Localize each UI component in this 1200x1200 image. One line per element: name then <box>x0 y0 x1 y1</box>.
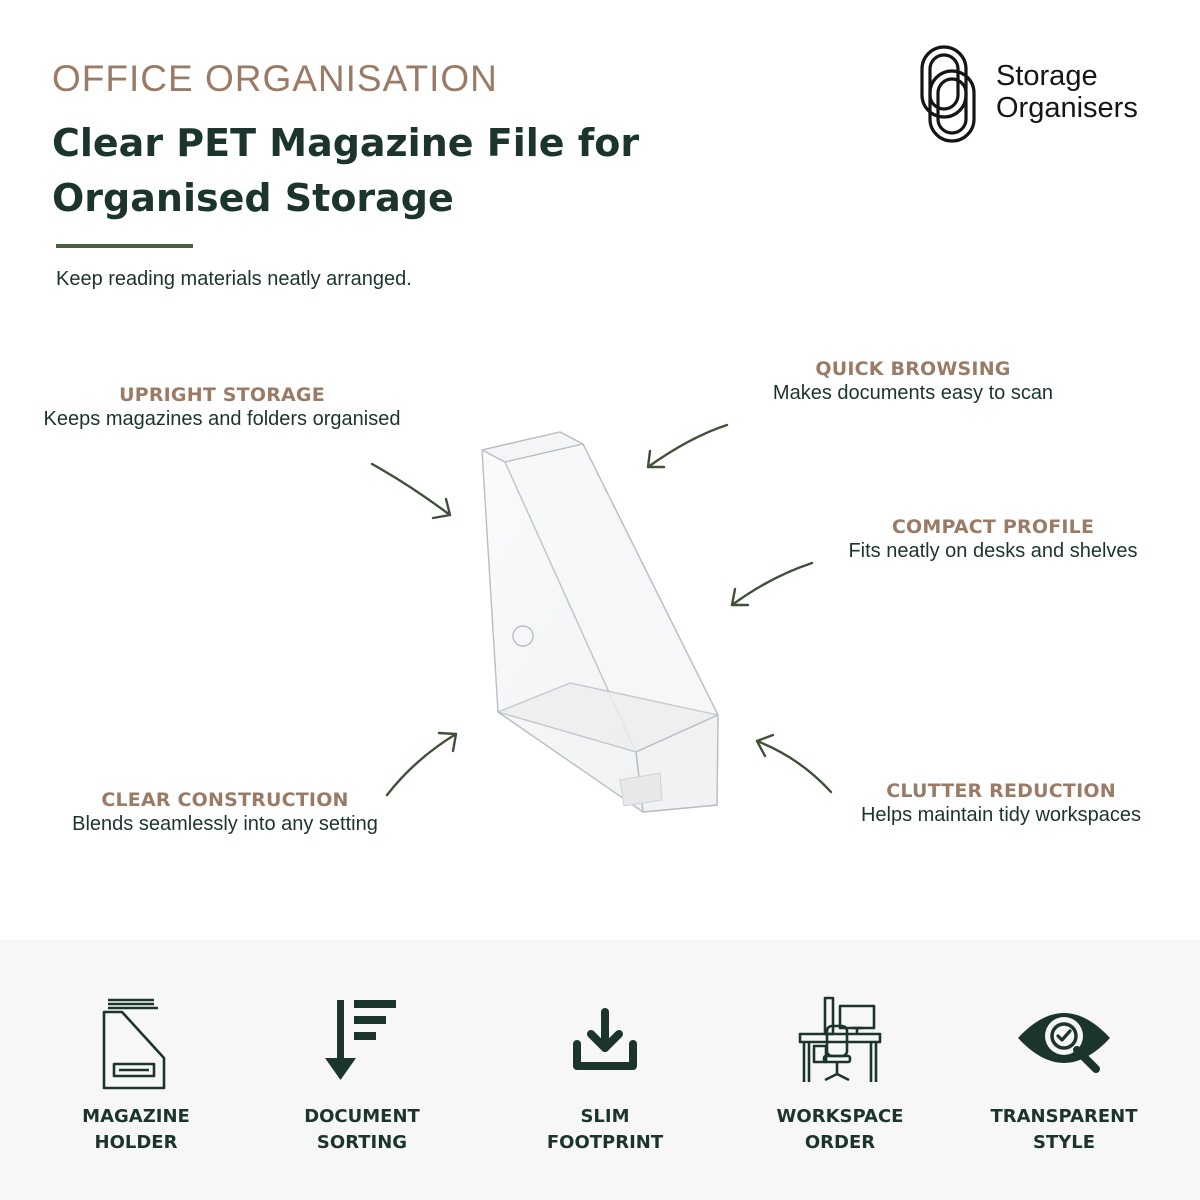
eye-magnifier-icon <box>1014 990 1114 1090</box>
interlocking-loops-icon <box>918 44 978 144</box>
badge-document-sorting <box>267 990 457 1156</box>
badge-label <box>510 1104 700 1156</box>
feature-compact-profile <box>793 516 1193 563</box>
feature-upright-storage <box>22 384 422 431</box>
feature-title: COMPACT PROFILE <box>891 516 1095 538</box>
title-divider <box>56 244 193 248</box>
badge-label-line-1: DOCUMENT <box>304 1106 420 1127</box>
badge-label-line-2: SORTING <box>316 1132 408 1153</box>
badge-label-line-2: ORDER <box>804 1132 876 1153</box>
arrow-compact-profile <box>732 563 812 605</box>
magazine-holder-icon <box>86 990 186 1090</box>
badge-magazine-holder <box>41 990 231 1156</box>
desk-workstation-icon <box>790 990 890 1090</box>
download-tray-icon <box>555 990 655 1090</box>
badge-label-line-1: WORKSPACE <box>776 1106 904 1127</box>
badge-label-line-1: SLIM <box>580 1106 630 1127</box>
feature-clear-construction <box>25 789 425 836</box>
benefits-panel <box>0 940 1200 1200</box>
feature-description: Fits neatly on desks and shelves <box>848 540 1138 562</box>
badge-workspace-order <box>745 990 935 1156</box>
badge-label <box>745 1104 935 1156</box>
badge-slim-footprint <box>510 990 700 1156</box>
arrow-upright-storage <box>372 464 450 518</box>
brand-name <box>996 60 1138 124</box>
feature-title: CLEAR CONSTRUCTION <box>101 789 349 811</box>
tagline: Keep reading materials neatly arranged. <box>56 268 412 290</box>
badge-label-line-1: MAGAZINE <box>82 1106 190 1127</box>
page-title-line-2: Organised Storage <box>52 176 454 220</box>
badge-label-line-2: HOLDER <box>94 1132 178 1153</box>
badge-label-line-2: STYLE <box>1032 1132 1096 1153</box>
badge-transparent-style <box>969 990 1159 1156</box>
page-title-line-1: Clear PET Magazine File for <box>52 121 640 165</box>
badge-label-line-2: FOOTPRINT <box>546 1132 664 1153</box>
category-eyebrow: OFFICE ORGANISATION <box>52 58 498 99</box>
feature-description: Makes documents easy to scan <box>772 382 1054 404</box>
brand-name-line-2: Organisers <box>996 92 1138 124</box>
badge-label <box>267 1104 457 1156</box>
badge-label-line-1: TRANSPARENT <box>990 1106 1138 1127</box>
arrow-clear-construction <box>387 733 456 795</box>
magazine-file-product-image <box>482 432 718 812</box>
badge-label <box>969 1104 1159 1156</box>
brand-logo[interactable] <box>918 44 1180 144</box>
feature-description: Keeps magazines and folders organised <box>43 408 401 430</box>
feature-title: UPRIGHT STORAGE <box>119 384 325 406</box>
feature-description: Blends seamlessly into any setting <box>72 813 378 835</box>
badge-label <box>41 1104 231 1156</box>
feature-title: QUICK BROWSING <box>815 358 1011 380</box>
brand-name-line-1: Storage <box>996 60 1098 92</box>
feature-clutter-reduction <box>801 780 1200 827</box>
page-title <box>52 116 752 226</box>
feature-description: Helps maintain tidy workspaces <box>860 804 1142 826</box>
arrow-quick-browsing <box>648 425 727 467</box>
sort-descending-icon <box>312 990 412 1090</box>
feature-quick-browsing <box>713 358 1113 405</box>
feature-title: CLUTTER REDUCTION <box>886 780 1116 802</box>
